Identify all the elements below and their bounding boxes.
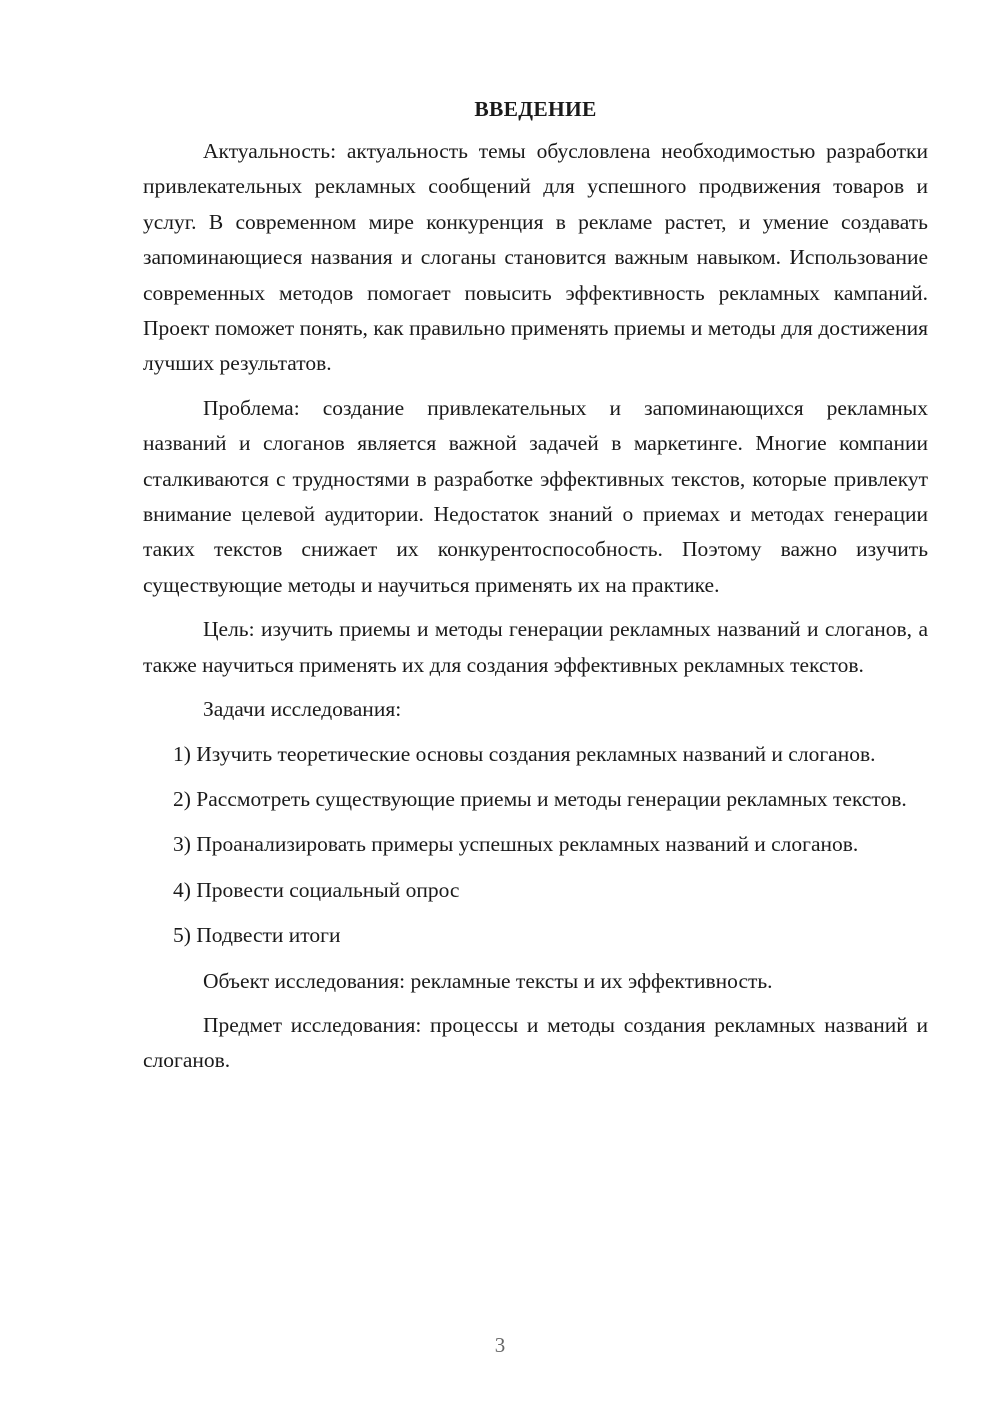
page-number: 3 [494, 1333, 506, 1357]
task-item: 3) Проанализировать примеры успешных рекламных названий и слоганов. [173, 832, 859, 857]
document-page [143, 92, 928, 1079]
paragraph-tasks-heading: Задачи исследования: [203, 697, 402, 722]
task-item: 2) Рассмотреть существующие приемы и методы генерации рекламных текстов. [173, 786, 907, 811]
page-title: ВВЕДЕНИЕ [474, 97, 597, 121]
task-item: 4) Провести социальный опрос [173, 877, 460, 902]
task-item: 1) Изучить теоретические основы создания рекламных названий и слоганов. [173, 741, 876, 766]
paragraph-relevance: Актуальность: актуальность темы обусловлена необходимостью разработки привлекательных рекламных сообщений для успешного продвижения товаров и услуг. В современном мире конкуренция в рекламе растет, и умение создавать запоминающиеся названия и слоганы становится важным навыком. Использование современных методов помогает повысить эффективность рекламных кампаний. Проект поможет понять, как правильно применять приемы и методы для достижения лучших результатов. [143, 139, 928, 376]
paragraph-subject: Предмет исследования: процессы и методы создания рекламных названий и слоганов. [143, 1012, 928, 1073]
paragraph-object: Объект исследования: рекламные тексты и их эффективность. [203, 968, 773, 993]
paragraph-problem: Проблема: создание привлекательных и запоминающихся рекламных названий и слоганов является важной задачей в маркетинге. Многие компании сталкиваются с трудностями в разработке эффективных текстов, которые привлекут внимание целевой аудитории. Недостаток знаний о приемах и методах генерации таких текстов снижает их конкурентоспособность. Поэтому важно изучить существующие методы и научиться применять их на практике. [143, 395, 928, 597]
task-item: 5) Подвести итоги [173, 923, 341, 948]
paragraph-goal: Цель: изучить приемы и методы генерации рекламных названий и слоганов, а также научиться применять их для создания эффективных рекламных текстов. [143, 617, 928, 677]
